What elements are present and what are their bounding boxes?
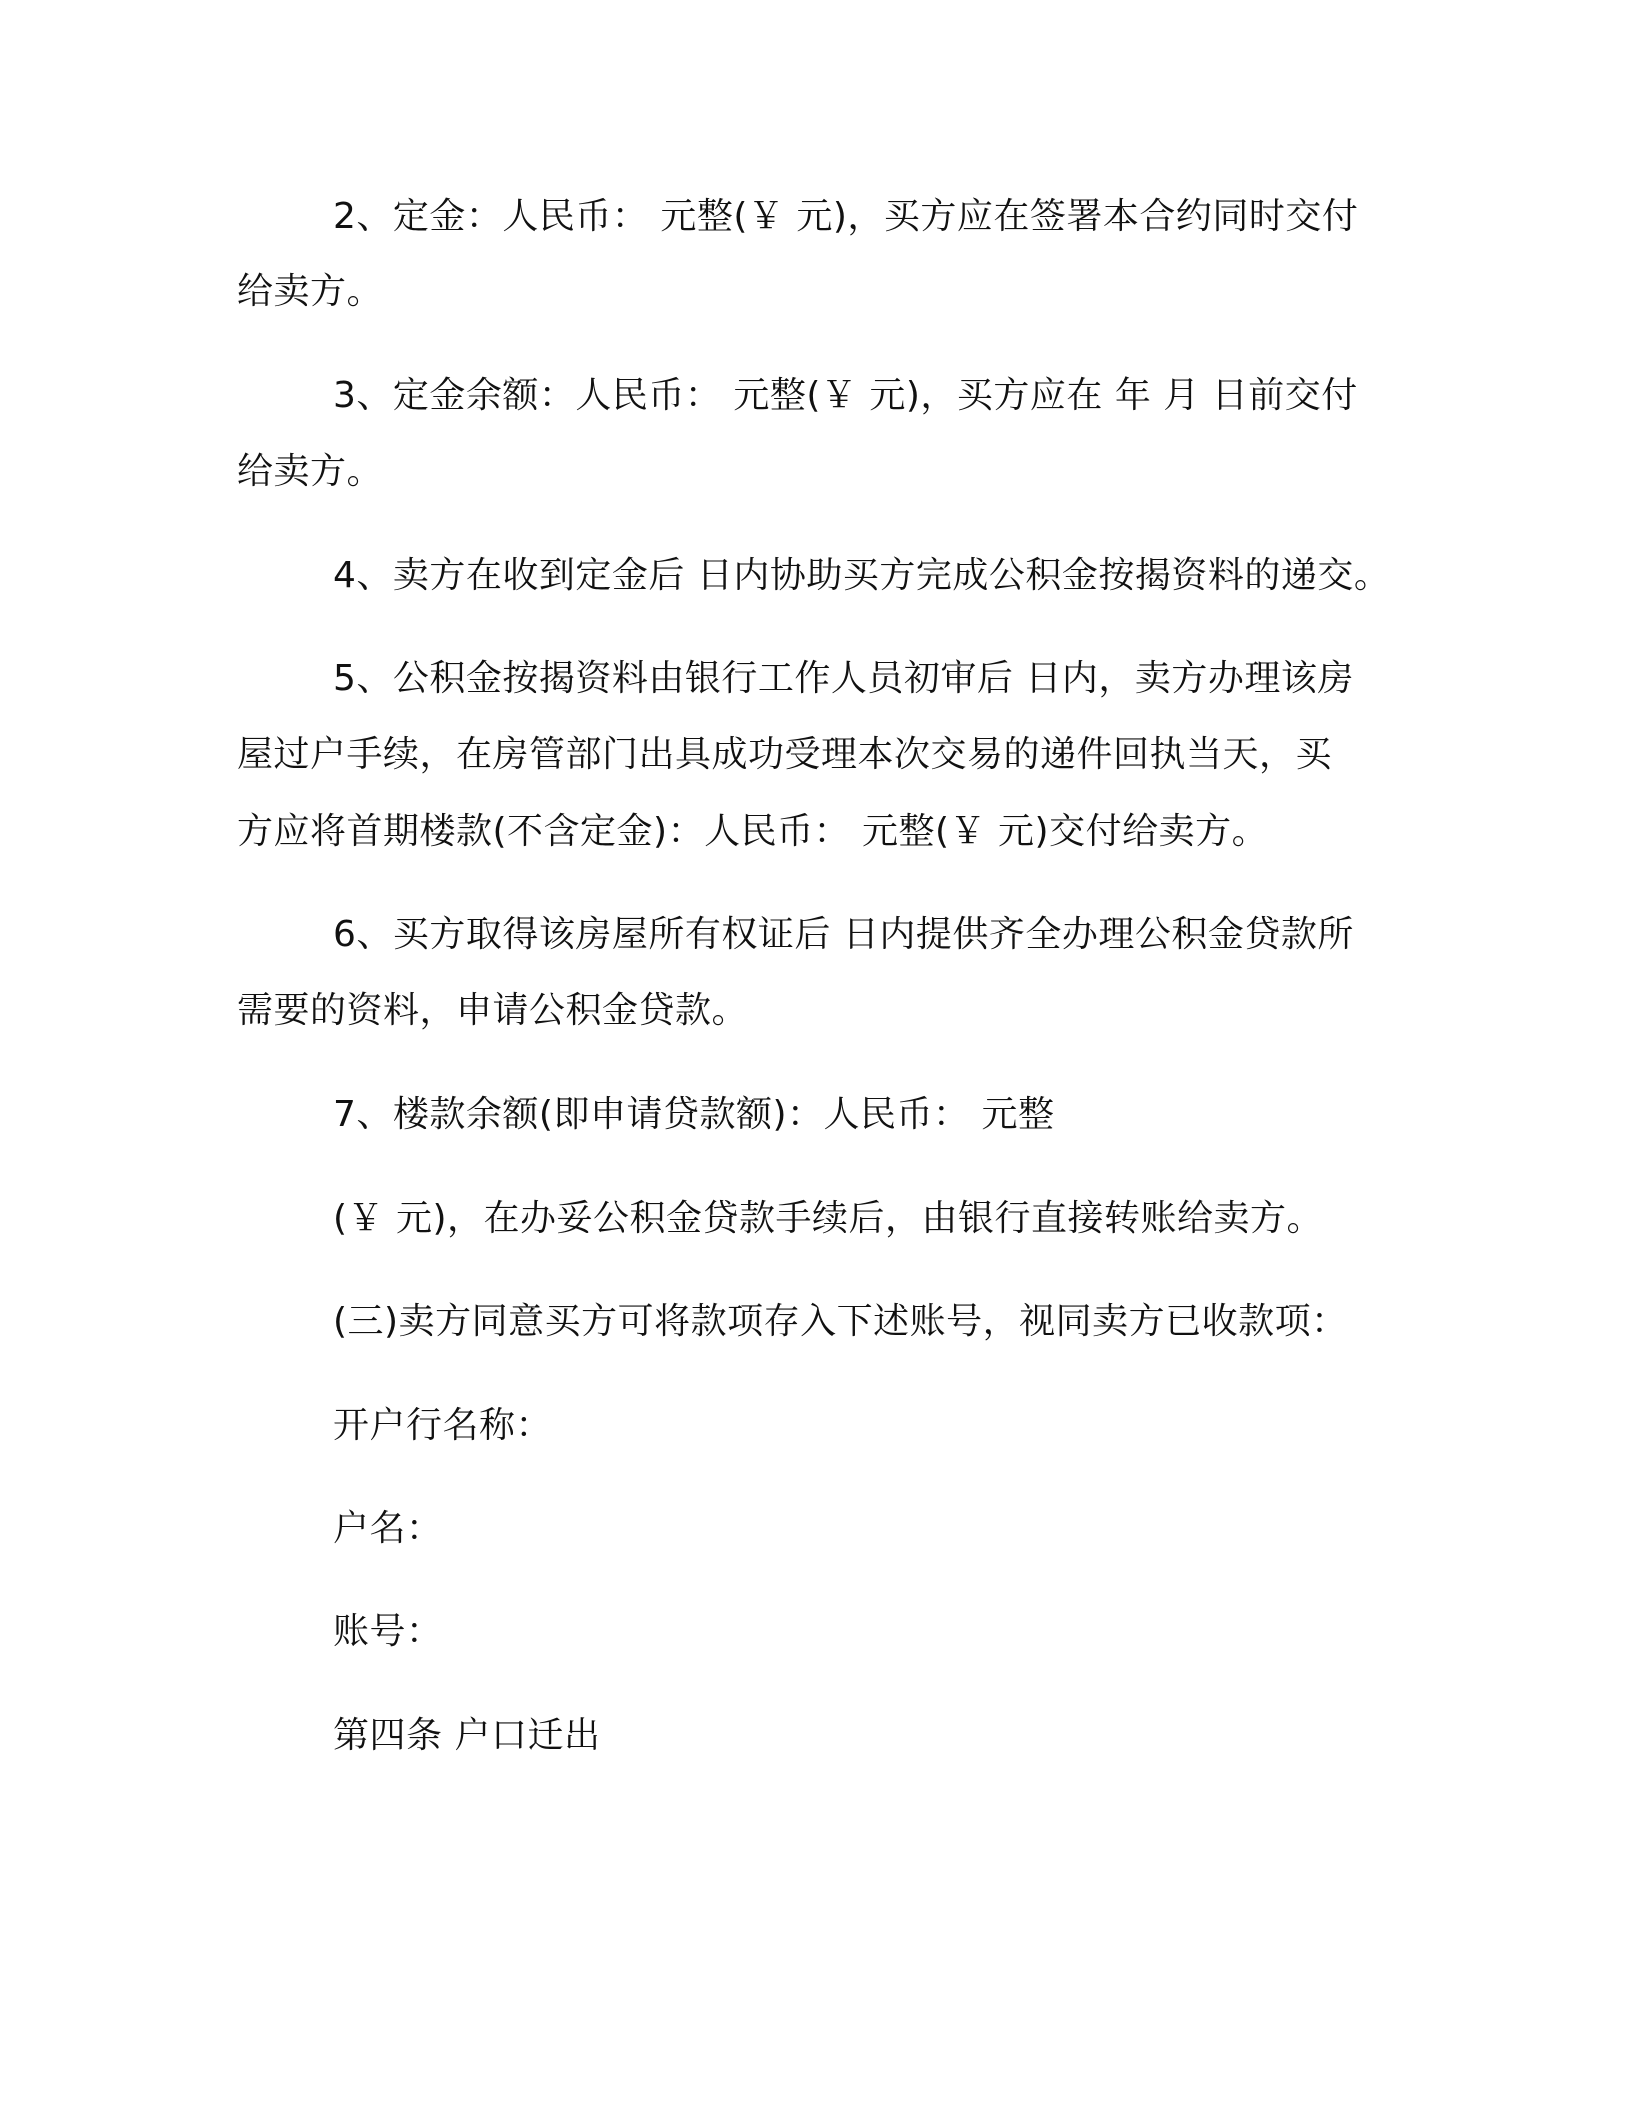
clause-5-line-1: 5、公积金按揭资料由银行工作人员初审后 日内，卖方办理该房: [333, 658, 1354, 699]
article-4-heading: 第四条 户口迁出: [333, 1715, 601, 1756]
clause-5-line-3: 方应将首期楼款(不含定金)：人民币： 元整(￥ 元)交付给卖方。: [237, 811, 1269, 852]
clause-2-line-2: 给卖方。: [237, 271, 384, 312]
bank-name-field-label: 开户行名称：: [333, 1405, 553, 1446]
clause-6-line-2: 需要的资料，申请公积金贷款。: [237, 990, 749, 1031]
clause-7-line-2: (￥ 元)，在办妥公积金贷款手续后，由银行直接转账给卖方。: [333, 1198, 1324, 1239]
clause-2-line-1: 2、定金：人民币： 元整(￥ 元)，买方应在签署本合约同时交付: [333, 196, 1359, 237]
clause-7-line-1: 7、楼款余额(即申请贷款额)：人民币： 元整: [333, 1094, 1055, 1135]
clause-3-line-2: 给卖方。: [237, 451, 384, 492]
clause-5-line-2: 屋过户手续，在房管部门出具成功受理本次交易的递件回执当天，买: [237, 734, 1333, 775]
clause-6-line-1: 6、买方取得该房屋所有权证后 日内提供齐全办理公积金贷款所: [333, 914, 1354, 955]
account-holder-label: 户名：: [333, 1508, 443, 1549]
account-number-label: 账号：: [333, 1611, 443, 1652]
clause-3-line-1: 3、定金余额：人民币： 元整(￥ 元)，买方应在 年 月 日前交付: [333, 375, 1358, 416]
clause-4-line-1: 4、卖方在收到定金后 日内协助买方完成公积金按揭资料的递交。: [333, 555, 1391, 596]
account-clause: (三)卖方同意买方可将款项存入下述账号，视同卖方已收款项：: [333, 1301, 1348, 1342]
